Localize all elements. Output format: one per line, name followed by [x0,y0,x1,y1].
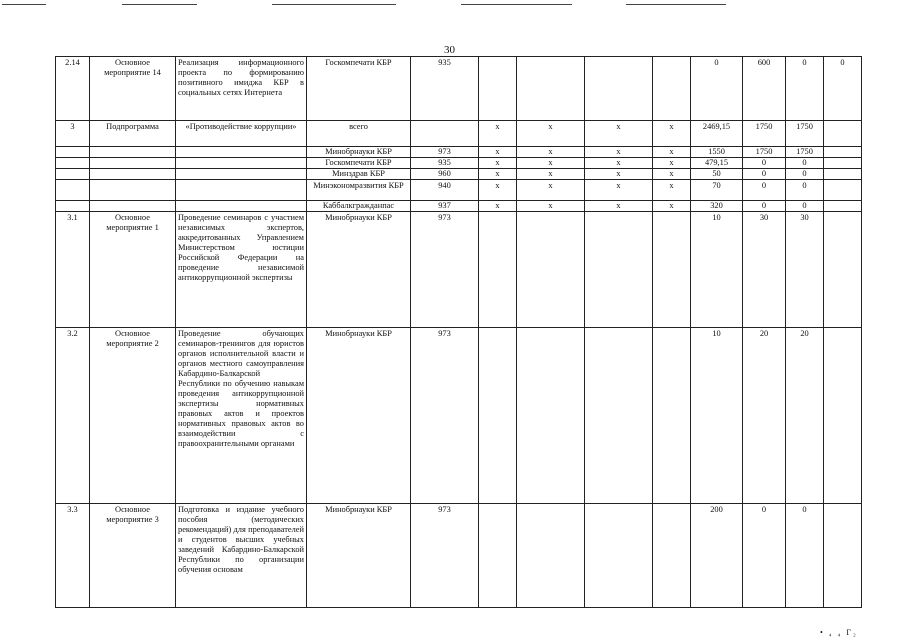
x-cell: x [517,201,585,212]
value-cell: 0 [786,180,824,201]
row-code: 935 [411,158,479,169]
row-executor: Минобрнауки КБР [307,147,411,158]
row-description: Проведение обучающих семинаров-тренингов для юристов органов исполнительной власти и органов местного самоуправления Кабардино-Балкарской Республики по обучению навыкам проведения антикоррупционной экспертизы нормативных правовых актов и проектов нормативных правовых актов во взаимодействии с правоохранительными органами [176,328,307,504]
value-cell: 0 [786,158,824,169]
row-executor: Минобрнауки КБР [307,328,411,504]
row-executor: Госкомпечати КБР [307,57,411,121]
value-cell: 1750 [786,147,824,158]
x-cell: x [585,121,653,147]
table-row [56,57,862,121]
table-row [56,169,862,180]
value-cell: 0 [743,180,786,201]
value-cell: 0 [824,57,862,121]
value-cell: 0 [786,169,824,180]
value-cell: 0 [743,201,786,212]
row-code: 960 [411,169,479,180]
x-cell: x [517,169,585,180]
value-cell: 0 [743,158,786,169]
x-cell: x [653,180,691,201]
x-cell: x [653,158,691,169]
value-cell: 30 [743,212,786,328]
row-number: 3.3 [56,504,90,608]
row-executor: Госкомпечати КБР [307,158,411,169]
value-cell: 10 [691,328,743,504]
x-cell: x [517,121,585,147]
table-row [56,504,862,608]
table-row [56,121,862,147]
row-code: 935 [411,57,479,121]
empty-cell [824,121,862,147]
row-description: Проведение семинаров с участием независимых экспертов, аккредитованных Управлением Министерством юстиции Российской Федерации на проведение независимой антикоррупционной экспертизы [176,212,307,328]
row-code: 973 [411,212,479,328]
x-cell: x [517,158,585,169]
table-row [56,158,862,169]
x-cell: x [585,180,653,201]
scan-edge-line [122,4,197,5]
value-cell: 0 [786,201,824,212]
row-number: 3.1 [56,212,90,328]
x-cell: x [653,147,691,158]
x-cell: x [479,121,517,147]
row-code: 937 [411,201,479,212]
x-cell: x [585,147,653,158]
table-row [56,147,862,158]
row-code: 973 [411,147,479,158]
value-cell: 1550 [691,147,743,158]
x-cell: x [585,201,653,212]
row-number: 2.14 [56,57,90,121]
scan-edge-line [461,4,572,5]
x-cell: x [585,169,653,180]
empty-cell [517,57,585,121]
x-cell: x [653,169,691,180]
x-cell: x [653,201,691,212]
program-table [55,56,862,608]
x-cell: x [479,169,517,180]
value-cell: 20 [786,328,824,504]
row-executor: всего [307,121,411,147]
row-kind: Основное мероприятие 14 [90,57,176,121]
value-cell: 1750 [786,121,824,147]
value-cell: 0 [743,504,786,608]
value-cell: 0 [786,504,824,608]
row-number: 3.2 [56,328,90,504]
row-code: 940 [411,180,479,201]
row-description: Подготовка и издание учебного пособия (методических рекомендаций) для преподавателей и студентов высших учебных заведений Кабардино-Балкарской Республики по организации обучения основам [176,504,307,608]
row-code: 973 [411,504,479,608]
page-number: 30 [444,44,455,56]
value-cell: 479,15 [691,158,743,169]
table-row [56,201,862,212]
x-cell: x [479,180,517,201]
value-cell: 30 [786,212,824,328]
row-description: «Противодействие коррупции» [176,121,307,147]
x-cell: x [653,121,691,147]
value-cell: 320 [691,201,743,212]
row-executor: Каббалкгражданпас [307,201,411,212]
value-cell: 10 [691,212,743,328]
value-cell: 50 [691,169,743,180]
table-row [56,328,862,504]
x-cell: x [479,158,517,169]
table-row [56,212,862,328]
row-executor: Минздрав КБР [307,169,411,180]
row-executor: Минобрнауки КБР [307,212,411,328]
value-cell: 1750 [743,147,786,158]
value-cell: 1750 [743,121,786,147]
value-cell: 2469,15 [691,121,743,147]
row-number: 3 [56,121,90,147]
empty-cell [411,121,479,147]
scan-edge-line [272,4,396,5]
x-cell: x [517,180,585,201]
x-cell: x [585,158,653,169]
corner-mark: • ₄ ₄ Γ₂ [820,628,858,637]
value-cell: 0 [786,57,824,121]
scan-edge-line [626,4,726,5]
empty-cell [585,57,653,121]
row-description: Реализация информационного проекта по формированию позитивного имиджа КБР в социальных сетях Интернета [176,57,307,121]
x-cell: x [517,147,585,158]
row-executor: Минэкономразвития КБР [307,180,411,201]
row-kind: Основное мероприятие 3 [90,504,176,608]
value-cell: 70 [691,180,743,201]
value-cell: 0 [691,57,743,121]
x-cell: x [479,201,517,212]
row-code: 973 [411,328,479,504]
value-cell: 0 [743,169,786,180]
scan-edge-line [2,4,46,5]
empty-cell [653,57,691,121]
row-executor: Минобрнауки КБР [307,504,411,608]
value-cell: 600 [743,57,786,121]
row-kind: Подпрограмма [90,121,176,147]
table-row [56,180,862,201]
empty-cell [479,57,517,121]
row-kind: Основное мероприятие 2 [90,328,176,504]
x-cell: x [479,147,517,158]
row-kind: Основное мероприятие 1 [90,212,176,328]
value-cell: 200 [691,504,743,608]
value-cell: 20 [743,328,786,504]
